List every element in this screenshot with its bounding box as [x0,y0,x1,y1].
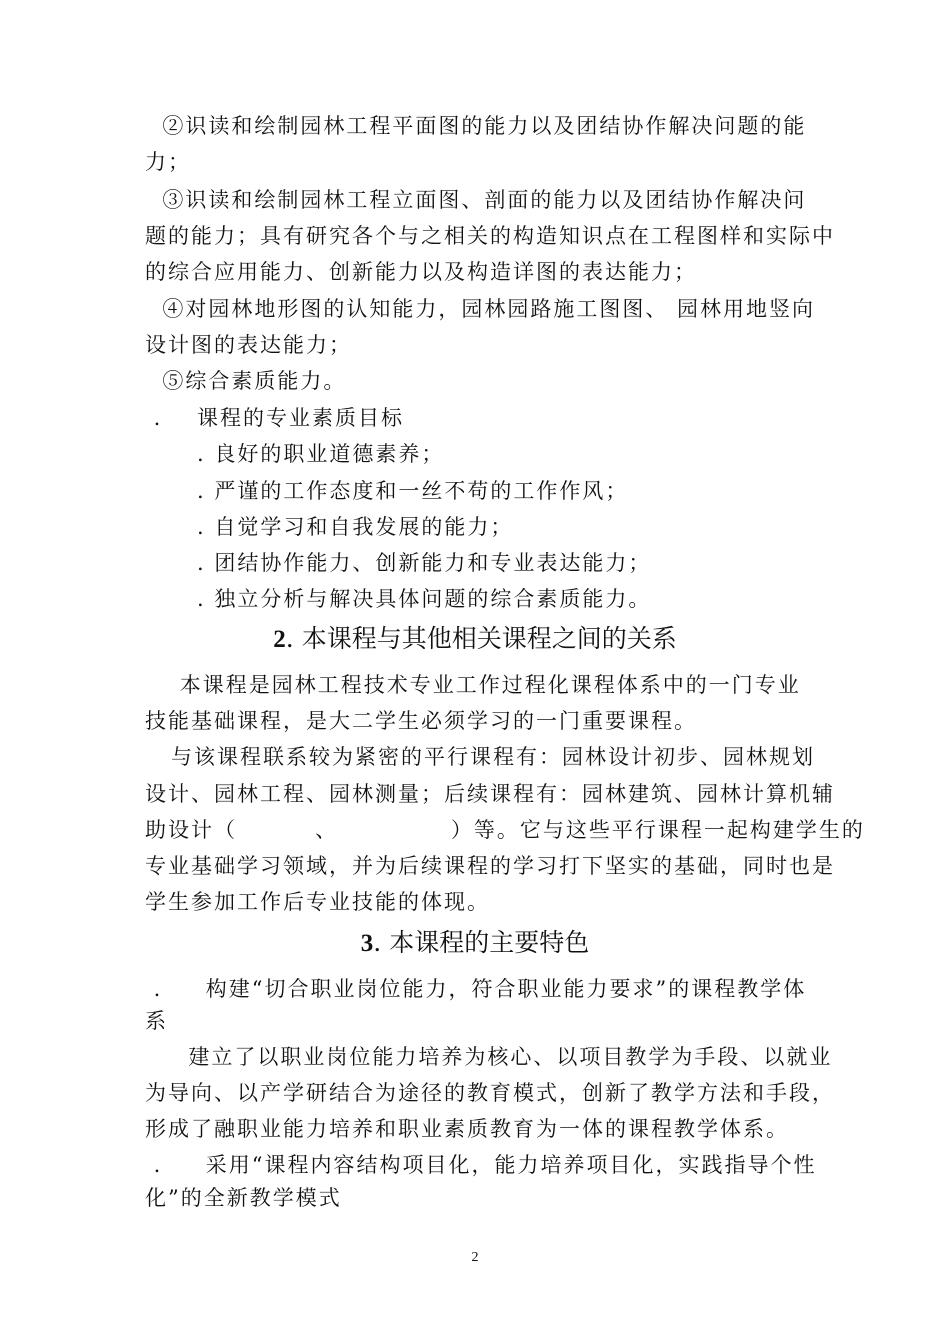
section-number: 2 [273,626,286,653]
list-item: . 独立分析与解决具体问题的综合素质能力。 [145,587,652,611]
section-heading [0,927,950,960]
section-title: . 本课程与其他相关课程之间的关系 [285,624,677,653]
text-line: 力； [145,150,191,174]
paragraph-line: . 采用“课程内容结构项目化，能力培养项目化，实践指导个性 [145,1153,817,1177]
paragraph-line: 为导向、以产学研结合为途径的教育模式，创新了教学方法和手段， [145,1081,835,1105]
text-line: ④对园林地形图的认知能力，园林园路施工图图、 园林用地竖向 [145,297,816,321]
subsection-heading: . 课程的专业素质目标 [145,406,405,430]
paragraph-line: 与该课程联系较为紧密的平行课程有：园林设计初步、园林规划 [145,745,816,769]
paragraph-line: 形成了融职业能力培养和职业素质教育为一体的课程教学体系。 [145,1117,789,1141]
text-line: 的综合应用能力、创新能力以及构造详图的表达能力； [145,260,697,284]
list-item: . 自觉学习和自我发展的能力； [145,515,514,539]
text-line: ②识读和绘制园林工程平面图的能力以及团结协作解决问题的能 [145,114,807,138]
paragraph-line: 化”的全新教学模式 [145,1186,342,1210]
list-item: . 严谨的工作态度和一丝不苟的工作作风； [145,479,629,503]
section-number: 3 [360,930,374,957]
text-line: ③识读和绘制园林工程立面图、剖面的能力以及团结协作解决问 [145,188,807,212]
paragraph-line: 学生参加工作后专业技能的体现。 [145,890,490,914]
list-item: . 良好的职业道德素养； [145,442,445,466]
section-title: . 本课程的主要特色 [373,928,590,957]
paragraph-line: 技能基础课程，是大二学生必须学习的一门重要课程。 [145,709,697,733]
text-line: 题的能力；具有研究各个与之相关的构造知识点在工程图样和实际中 [145,224,835,248]
paragraph-line: 专业基础学习领域，并为后续课程的学习打下坚实的基础，同时也是 [145,854,835,878]
paragraph-line: 建立了以职业岗位能力培养为核心、以项目教学为手段、以就业 [145,1045,833,1069]
paragraph-line: 助设计（ 、 ）等。它与这些平行课程一起构建学生的 [145,818,865,842]
paragraph-line: 系 [145,1009,168,1033]
page-number: 2 [471,1250,479,1265]
paragraph-line: 设计、园林工程、园林测量；后续课程有：园林建筑、园林计算机辅 [145,782,835,806]
section-heading [0,623,950,656]
text-line: ⑤综合素质能力。 [145,369,347,393]
text-line: 设计图的表达能力； [145,333,352,357]
paragraph-line: . 构建“切合职业岗位能力，符合职业能力要求”的课程教学体 [145,977,807,1001]
list-item: . 团结协作能力、创新能力和专业表达能力； [145,551,652,575]
paragraph-line: 本课程是园林工程技术专业工作过程化课程体系中的一门专业 [145,673,801,697]
